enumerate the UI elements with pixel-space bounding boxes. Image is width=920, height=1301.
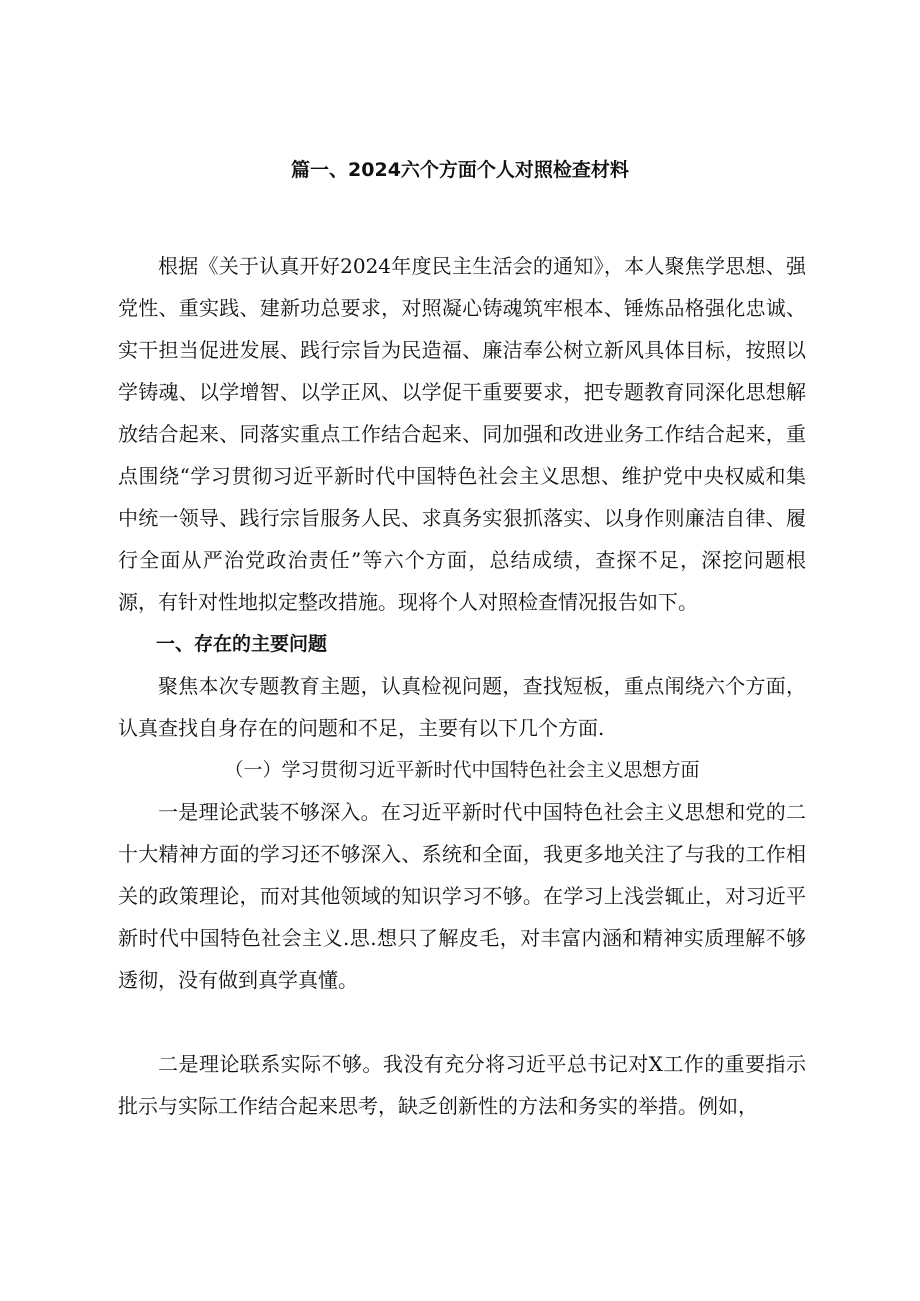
- document-body: [118, 245, 806, 1127]
- intro-paragraph: 根据《关于认真开好2024年度民主生活会的通知》，本人聚焦学思想、强党性、重实践、建新功总要求，对照凝心铸魂筑牢根本、锤炼品格强化忠诚、实干担当促进发展、践行宗旨为民造福、廉洁奉公树立新风具体目标，按照以学铸魂、以学增智、以学正风、以学促干重要要求，把专题教育同深化思想解放结合起来、同落实重点工作结合起来、同加强和改进业务工作结合起来，重点围绕“学习贯彻习近平新时代中国特色社会主义思想、维护党中央权威和集中统一领导、践行宗旨服务人民、求真务实狠抓落实、以身作则廉洁自律、履行全面从严治党政治责任”等六个方面，总结成绩，查探不足，深挖问题根源，有针对性地拟定整改措施。现将个人对照检查情况报告如下。: [118, 254, 806, 614]
- section-intro-paragraph: 聚焦本次专题教育主题，认真检视问题，查找短板，重点闱绕六个方面，认真查找自身存在的问题和不足，主要有以下几个方面.: [118, 674, 806, 740]
- subsection-heading: （一）学习贯彻习近平新时代中国特色社会主义思想方面: [224, 759, 700, 781]
- section-heading: 一、存在的主要问题: [156, 633, 328, 655]
- point-one-paragraph: 一是理论武装不够深入。在习近平新时代中国特色社会主义思想和党的二十大精神方面的学习还不够深入、系统和全面，我更多地关注了与我的工作相关的政策理论，而对其他领域的知识学习不够。在学习上浅尝辄止，对习近平新时代中国特色社会主义.思.想只了解皮毛，对丰富内涵和精神实质理解不够透彻，没有做到真学真懂。: [118, 800, 806, 992]
- document-title: 篇一、2024六个方面个人对照检查材料: [291, 159, 629, 181]
- point-two-paragraph: 二是理论联系实际不够。我没有充分将习近平总书记对X工作的重要指示批示与实际工作结合起来思考，缺乏创新性的方法和务实的举措。例如，: [118, 1052, 806, 1118]
- paragraph-gap: [118, 1001, 806, 1043]
